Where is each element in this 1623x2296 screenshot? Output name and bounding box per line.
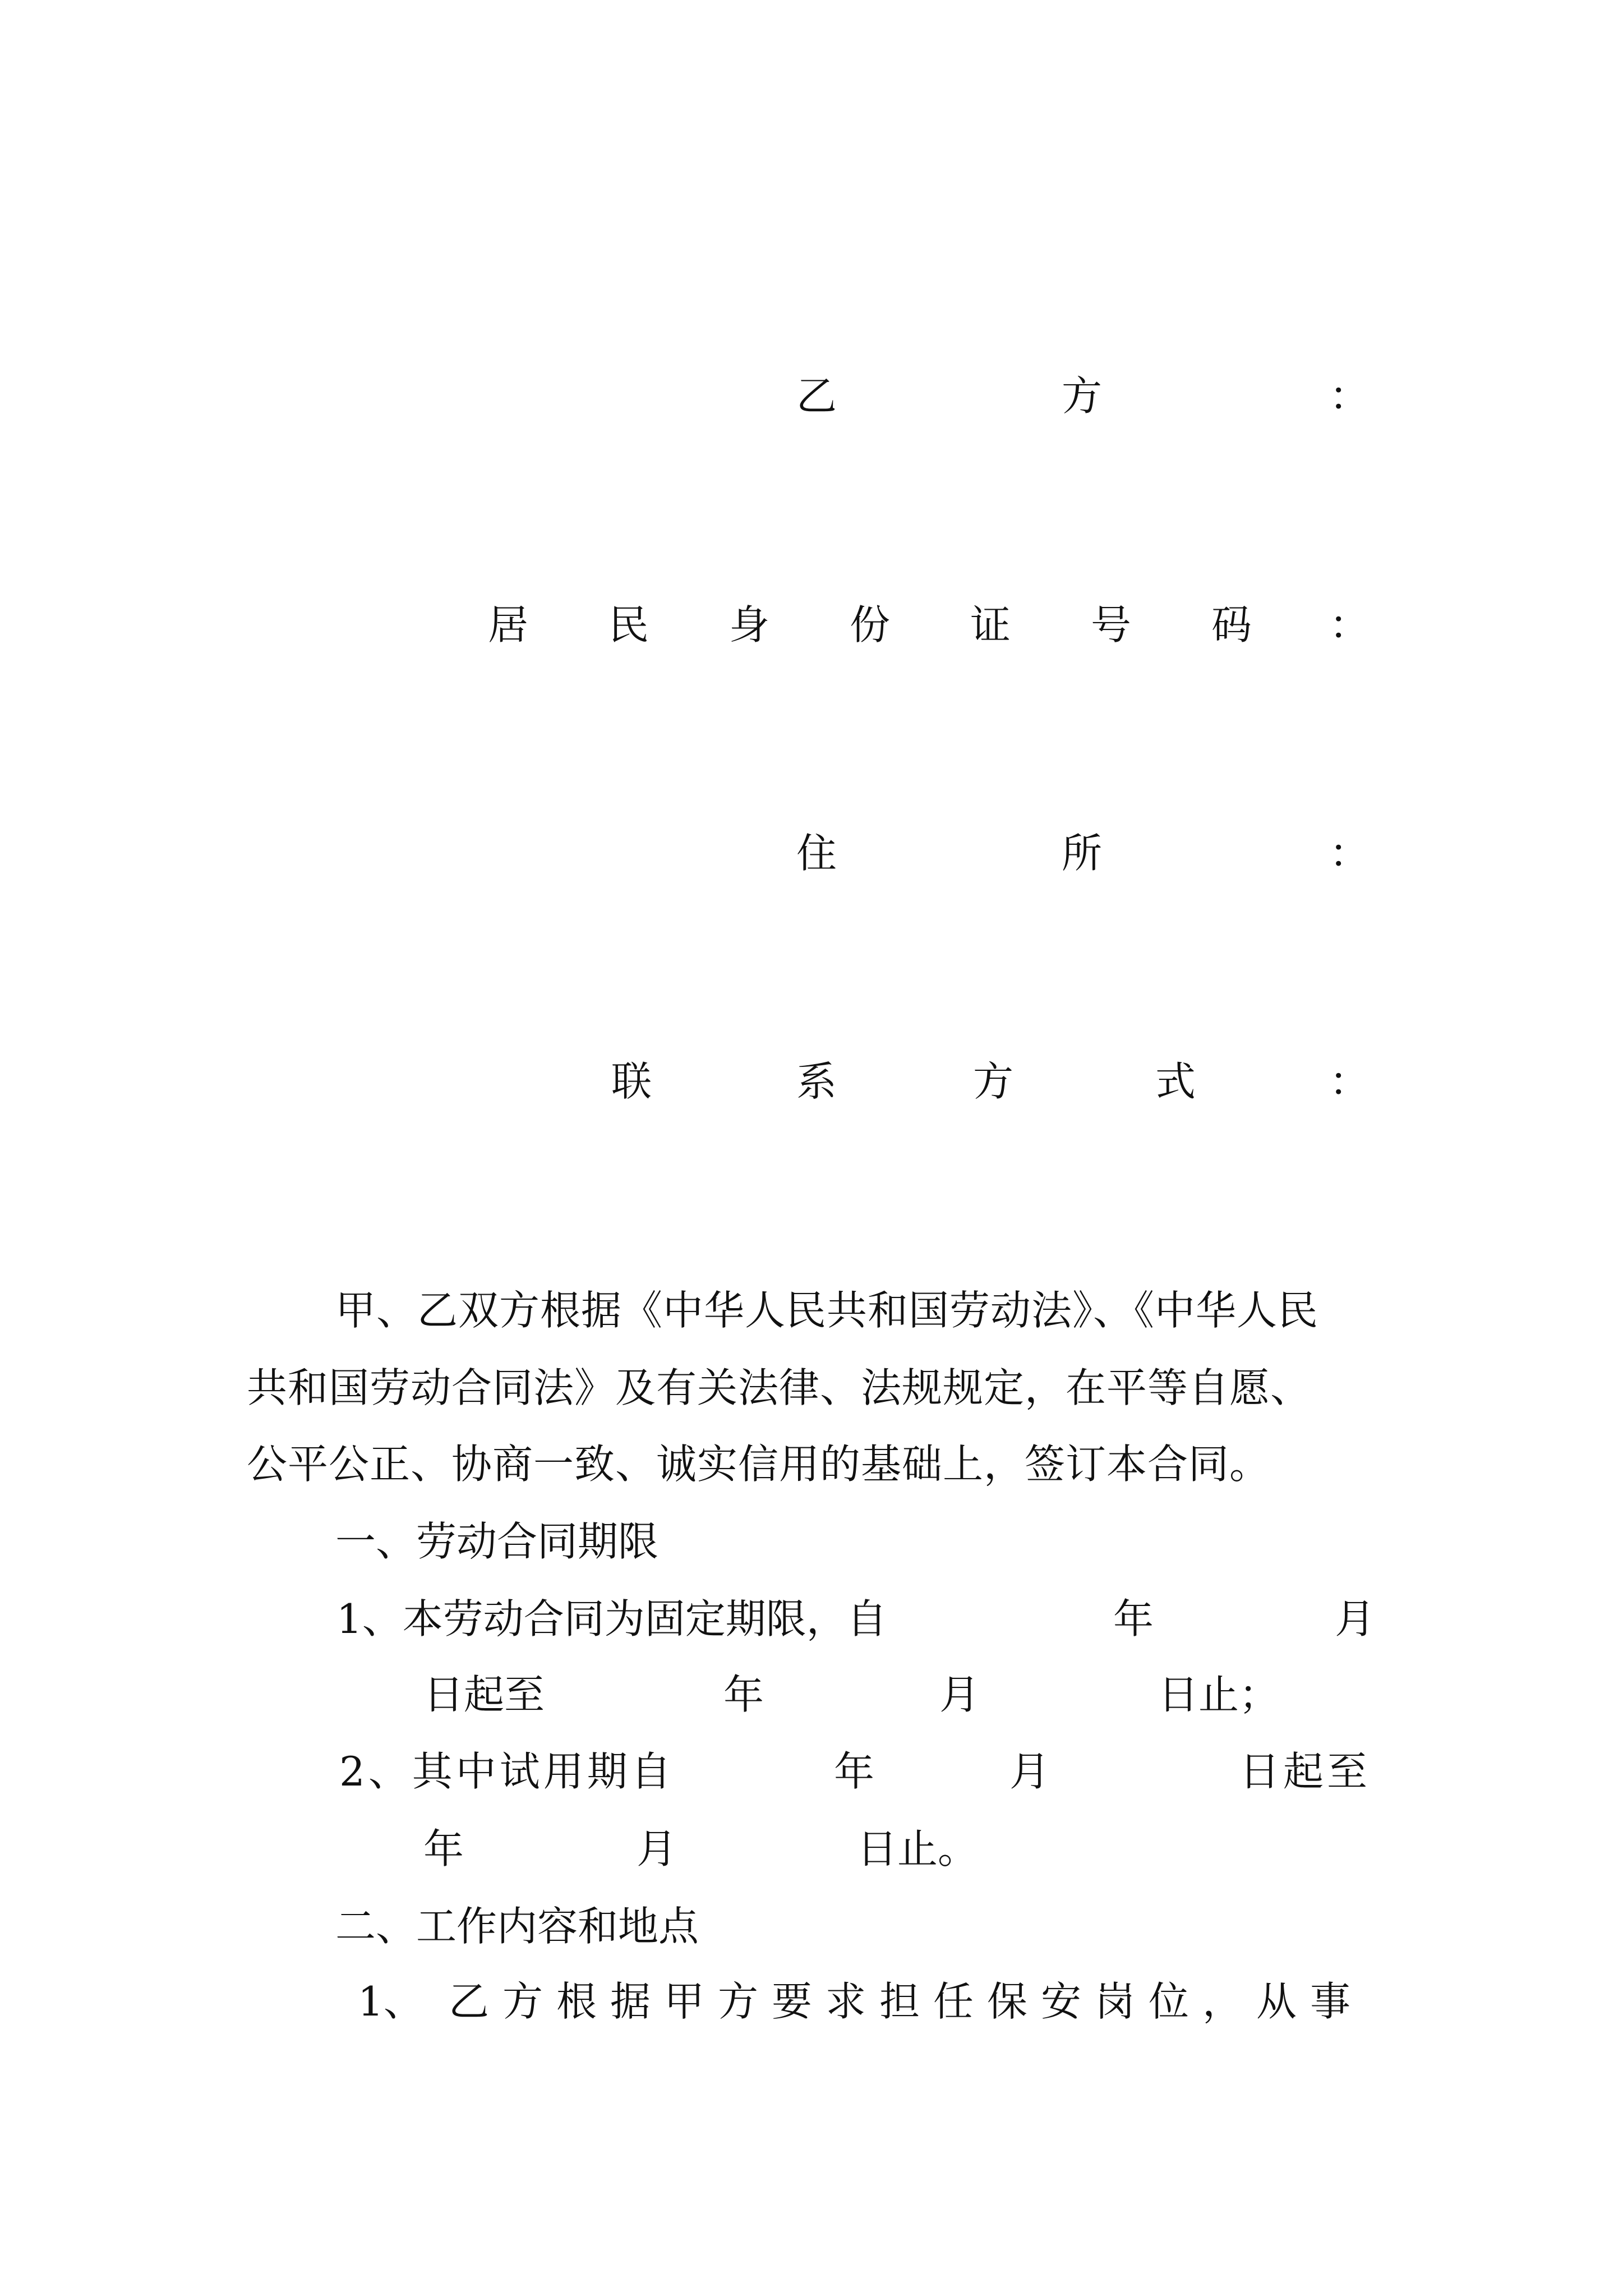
month-label: 月 [939,1671,980,1718]
party-b-char: 方 [1062,372,1103,420]
section-heading: 一、劳动合同期限 [335,1518,659,1565]
contact-char: 联 [611,1058,652,1105]
id-number-char: 居 [488,601,529,648]
party-b-char: 乙 [796,372,837,420]
contact-char: 方 [973,1058,1014,1105]
work-item-prefix: 1、 [358,1978,424,2025]
day-to-label: 日止。 [857,1825,979,1872]
id-number-char: 民 [608,601,649,648]
intro-line-3: 公平公正、协商一致、诚实信用的基础上，签订本合同。 [247,1441,1271,1488]
id-number-char: 号 [1091,601,1132,648]
id-number-char: 身 [729,601,770,648]
work-item-text: 乙方根据甲方要求担任保安岗位，从事 [449,1978,1364,2025]
year-label: 年 [834,1748,875,1795]
year-label: 年 [1113,1595,1154,1642]
term-item-text: 1、本劳动合同为固定期限，自 [336,1595,887,1642]
day-to-label: 日止； [1158,1671,1280,1718]
party-b-colon: ： [1329,372,1370,420]
contact-char: 系 [796,1058,837,1105]
address-char: 所 [1062,830,1103,877]
day-from-label: 日起至 [1239,1748,1371,1795]
year-label: 年 [723,1671,764,1718]
day-from-label: 日起至 [423,1671,545,1718]
year-label: 年 [423,1825,464,1872]
address-char: 住 [796,830,837,877]
contact-colon: ： [1329,1058,1370,1105]
intro-line-1: 甲、乙双方根据《中华人民共和国劳动法》、《中华人民 [335,1287,1319,1334]
contact-char: 式 [1155,1058,1196,1105]
month-label: 月 [1335,1595,1376,1642]
term-item-text: 2、其中试用期自 [339,1748,675,1795]
id-number-char: 份 [850,601,891,648]
month-label: 月 [637,1825,677,1872]
section-heading: 二、工作内容和地点 [335,1903,699,1950]
month-label: 月 [1009,1748,1050,1795]
id-number-char: 码 [1211,601,1252,648]
intro-line-2: 共和国劳动合同法》及有关法律、法规规定，在平等自愿、 [247,1364,1312,1411]
id-number-char: 证 [970,601,1011,648]
id-number-colon: ： [1329,601,1370,648]
address-colon: ： [1329,830,1370,877]
